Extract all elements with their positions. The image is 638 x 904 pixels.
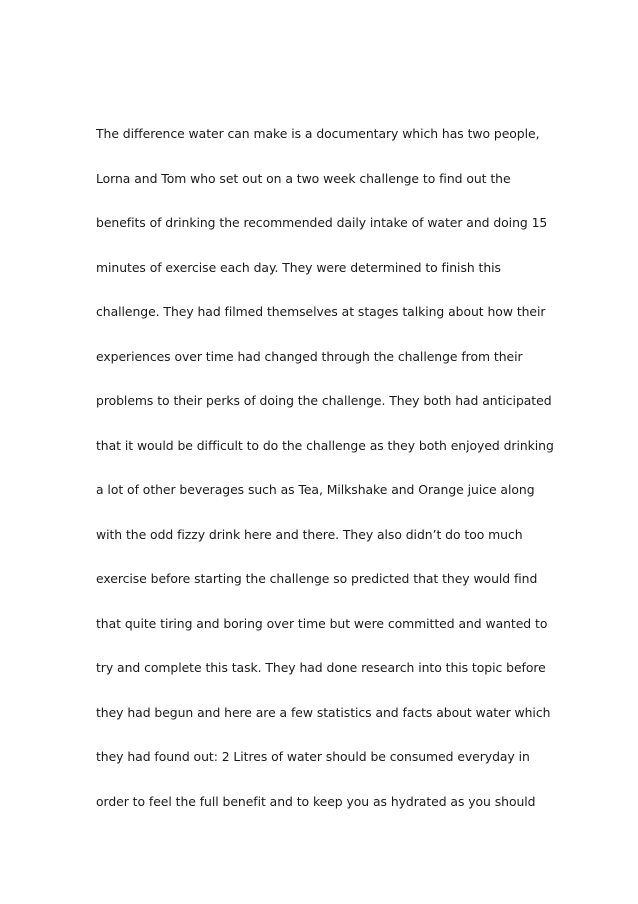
text-line: exercise before starting the challenge so predicted that they would find (96, 571, 538, 586)
text-line: benefits of drinking the recommended daily intake of water and doing 15 (96, 215, 548, 230)
text-line: that quite tiring and boring over time but were committed and wanted to (96, 615, 548, 631)
text-line: they had begun and here are a few statistics and facts about water which (96, 704, 551, 720)
text-line: a lot of other beverages such as Tea, Milkshake and Orange juice along (96, 482, 535, 497)
text-line: minutes of exercise each day. They were determined to finish this (96, 259, 501, 275)
text-line: they had found out: 2 Litres of water should be consumed everyday in (96, 749, 530, 764)
text-line: Lorna and Tom who set out on a two week challenge to find out the (96, 170, 511, 186)
text-line: order to feel the full benefit and to keep you as hydrated as you should (96, 793, 536, 809)
text-line: challenge. They had filmed themselves at stages talking about how their (96, 304, 546, 319)
body-paragraph (96, 122, 556, 834)
text-line: experiences over time had changed through the challenge from their (96, 348, 523, 364)
text-line: The difference water can make is a documentary which has two people, (96, 126, 540, 141)
text-line: try and complete this task. They had done research into this topic before (96, 660, 546, 675)
text-line: problems to their perks of doing the challenge. They both had anticipated (96, 393, 552, 408)
text-line: that it would be difficult to do the challenge as they both enjoyed drinking (96, 437, 554, 453)
text-line: with the odd fizzy drink here and there. They also didn’t do too much (96, 526, 523, 542)
